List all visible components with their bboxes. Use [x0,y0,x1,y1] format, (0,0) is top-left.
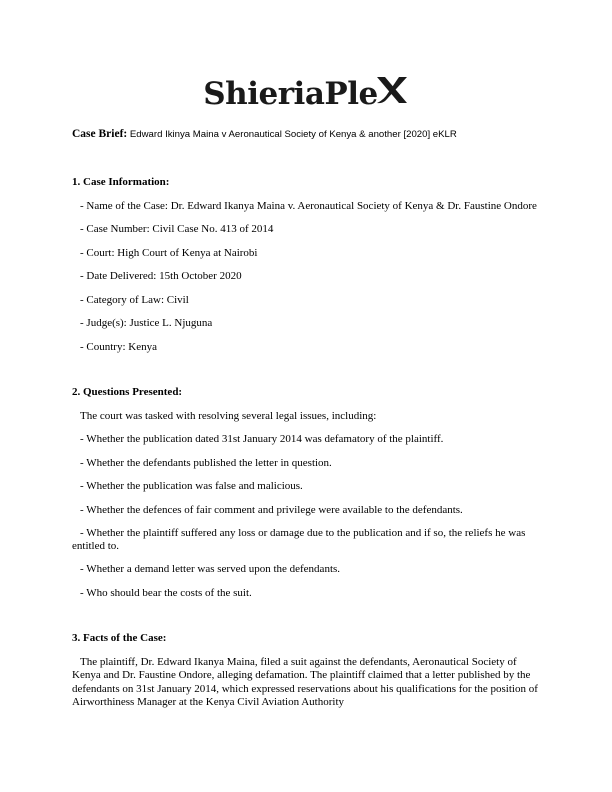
list-item: - Whether the defendants published the letter in question. [80,456,332,469]
list-item: - Case Number: Civil Case No. 413 of 2014 [80,223,274,235]
list-item: - Court: High Court of Kenya at Nairobi [80,246,258,259]
list-item: - Whether the publication dated 31st January 2014 was defamatory of the plaintiff. [80,433,444,445]
section-questions-presented [72,386,542,599]
case-brief-label: Case Brief: [72,128,128,140]
list-item: - Whether the publication was false and malicious. [80,480,303,492]
logo-x-letter: X [374,74,376,76]
intro-text: The court was tasked with resolving several legal issues, including: [80,409,377,422]
list-item: - Whether the defences of fair comment and privilege were available to the defendants. [80,503,463,516]
sheriaplex-logo [0,76,612,112]
logo-x-mark [375,75,409,110]
list-item: - Whether a demand letter was served upon the defendants. [80,563,341,575]
list-item: - Country: Kenya [80,340,157,353]
document-body [72,176,542,710]
facts-paragraph: The plaintiff, Dr. Edward Ikanya Maina, filed a suit against the defendants, Aeronautical Society of Kenya and Dr. Faustine Ondore, alleging defamation. The plaintiff claimed that a letter published by the defendants on 31st January 2014, which expressed reservations about his qualifications for the position of Airworthiness Manager at the Kenya Civil Aviation Authority [72,655,538,708]
list-item: - Name of the Case: Dr. Edward Ikanya Maina v. Aeronautical Society of Kenya & Dr. Faustine Ondore [80,199,537,212]
case-brief-line [72,128,457,140]
section-heading: 1. Case Information: [72,176,170,188]
section-heading: 3. Facts of the Case: [72,632,167,644]
section-case-information [72,176,542,353]
logo-wordmark: ShieriaPle [203,76,378,112]
list-item: - Judge(s): Justice L. Njuguna [80,317,213,329]
list-item: - Whether the plaintiff suffered any loss or damage due to the publication and if so, the reliefs he was entitled to. [72,527,526,552]
section-facts [72,632,542,710]
list-item: - Category of Law: Civil [80,293,189,306]
list-item: - Date Delivered: 15th October 2020 [80,270,242,282]
list-item: - Who should bear the costs of the suit. [80,586,252,599]
section-heading: 2. Questions Presented: [72,386,183,398]
case-brief-title: Edward Ikinya Maina v Aeronautical Society of Kenya & another [2020] eKLR [129,129,457,140]
